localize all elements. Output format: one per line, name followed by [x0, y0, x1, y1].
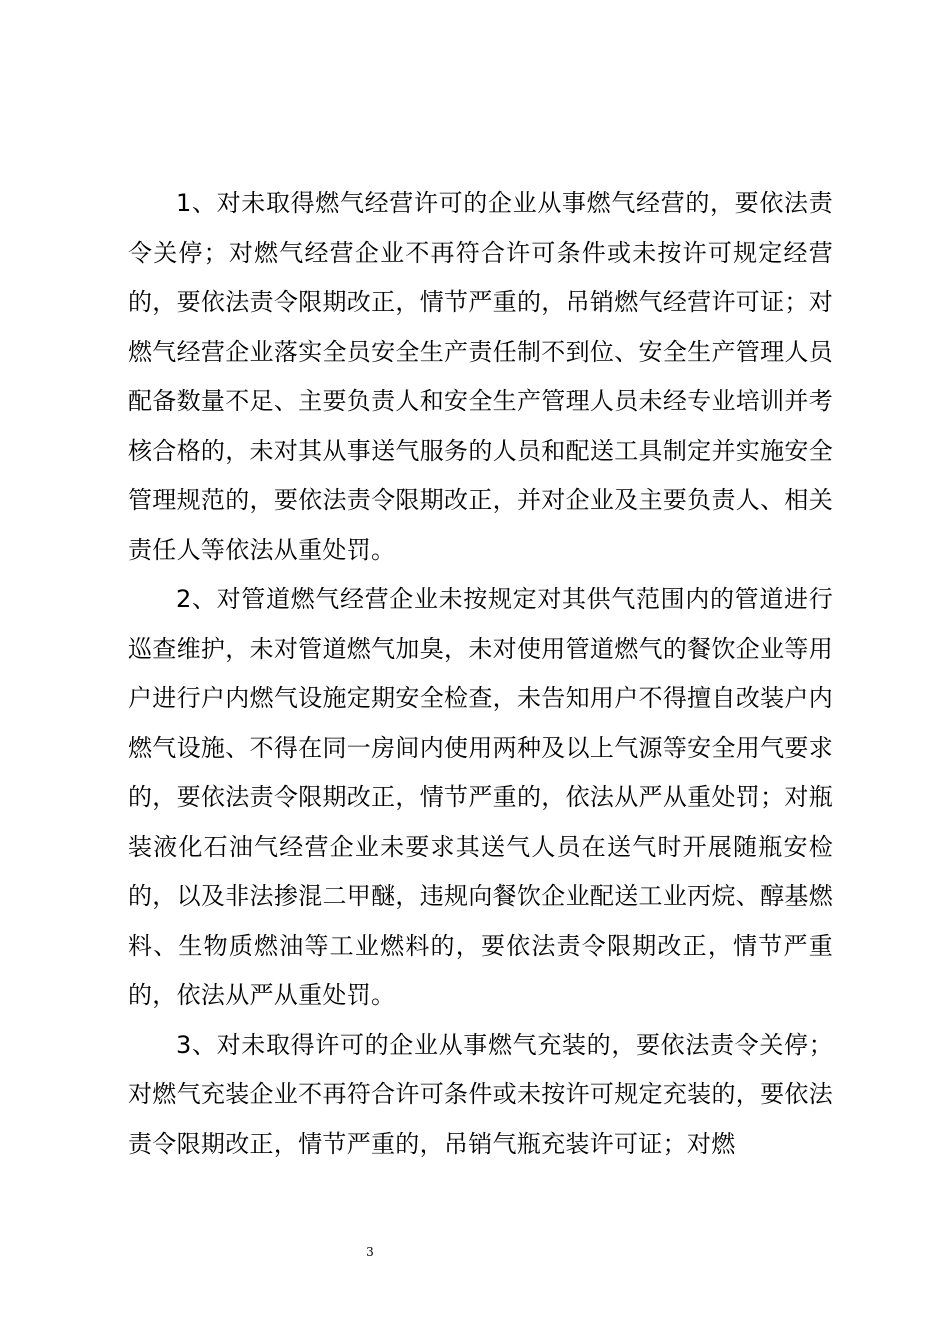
paragraph-2: 2、对管道燃气经营企业未按规定对其供气范围内的管道进行巡查维护，未对管道燃气加臭，未对使用管道燃气的餐饮企业等用户进行户内燃气设施定期安全检查，未告知用户不得擅自改装户内燃气设施、不得在同一房间内使用两种及以上气源等安全用气要求的，要依法责令限期改正，情节严重的，依法从严从重处罚；对瓶装液化石油气经营企业未要求其送气人员在送气时开展随瓶安检的，以及非法掺混二甲醚，违规向餐饮企业配送工业丙烷、醇基燃料、生物质燃油等工业燃料的，要依法责令限期改正，情节严重的，依法从严从重处罚。: [128, 585, 833, 1009]
paragraph-3: 3、对未取得许可的企业从事燃气充装的，要依法责令关停；对燃气充装企业不再符合许可条件或未按许可规定充装的，要依法责令限期改正，情节严重的，吊销气瓶充装许可证；对燃: [128, 1030, 833, 1158]
paragraph-1: 1、对未取得燃气经营许可的企业从事燃气经营的，要依法责令关停；对燃气经营企业不再符合许可条件或未按许可规定经营的，要依法责令限期改正，情节严重的，吊销燃气经营许可证；对燃气经营企业落实全员安全生产责任制不到位、安全生产管理人员配备数量不足、主要负责人和安全生产管理人员未经专业培训并考核合格的，未对其从事送气服务的人员和配送工具制定并实施安全管理规范的，要依法责令限期改正，并对企业及主要负责人、相关责任人等依法从重处罚。: [128, 189, 833, 564]
document-body: [128, 179, 833, 1169]
page-number: 3: [366, 1245, 374, 1259]
